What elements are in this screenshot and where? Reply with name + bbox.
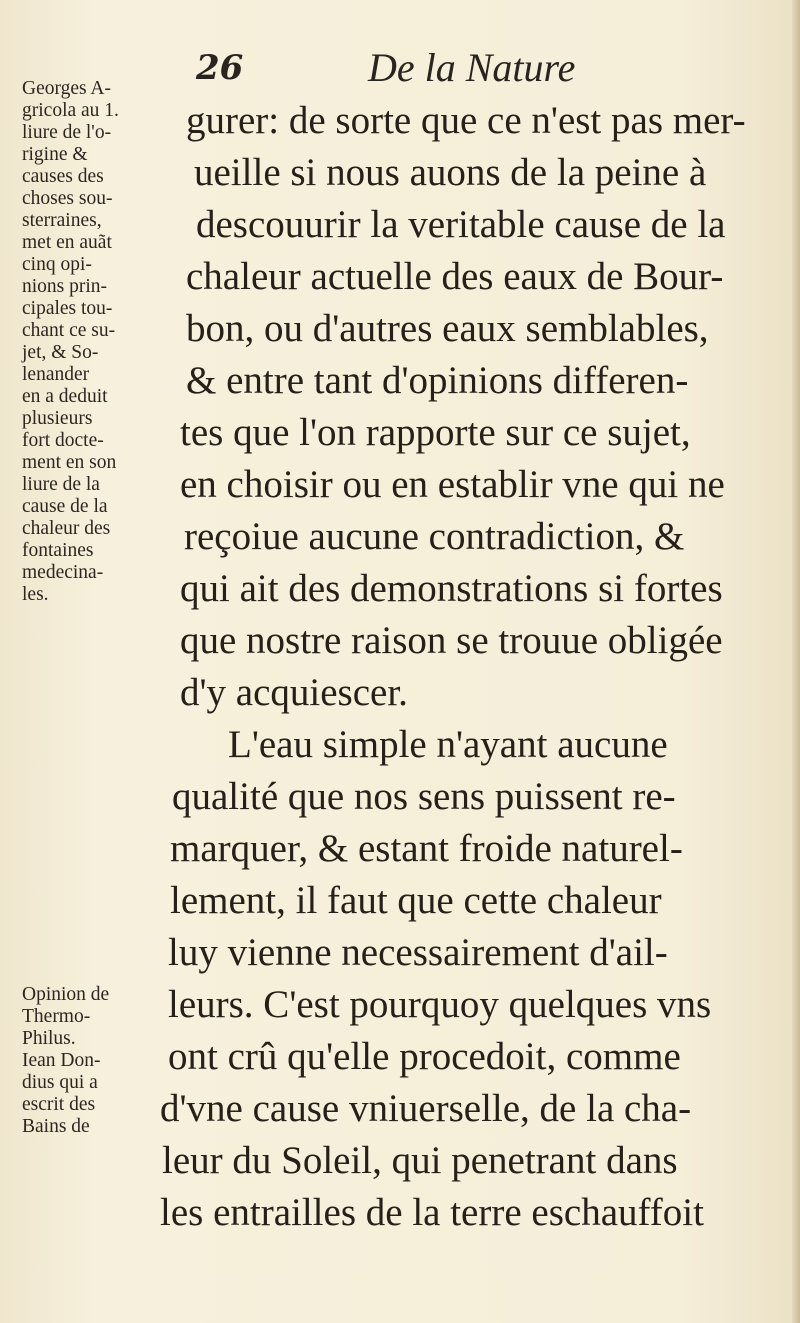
text-line: chaleur actuelle des eaux de Bour- [186,255,724,298]
margin-note-line: Philus. [22,1028,76,1049]
margin-note-line: en a deduit [22,386,108,407]
text-line: lement, il faut que cette chaleur [170,879,662,922]
margin-note-line: Thermo- [22,1006,91,1027]
margin-note-line: lenander [22,364,90,385]
text-line: gurer: de sorte que ce n'est pas mer- [186,99,746,142]
margin-note-line: cinq opi- [22,254,92,275]
text-line: que nostre raison se trouue obligée [180,619,723,662]
text-line: qui ait des demonstrations si fortes [180,567,723,610]
text-line: & entre tant d'opinions differen- [186,359,689,402]
margin-note-line: les. [22,584,49,605]
margin-note-line: nions prin- [22,276,108,297]
text-line: ont crû qu'elle procedoit, comme [168,1035,681,1078]
margin-note-line: causes des [22,166,104,187]
text-line: bon, ou d'autres eaux semblables, [186,307,709,350]
margin-note-line: liure de la [22,474,100,495]
text-line: leur du Soleil, qui penetrant dans [162,1139,678,1182]
text-line: tes que l'on rapporte sur ce sujet, [180,411,691,454]
text-line: d'vne cause vniuerselle, de la cha- [160,1087,692,1130]
text-line: luy vienne necessairement d'ail- [168,931,668,974]
page-number: 26 [196,48,244,88]
text-line: d'y acquiescer. [180,671,408,714]
text-line: en choisir ou en establir vne qui ne [180,463,725,506]
text-line: qualité que nos sens puissent re- [172,775,676,818]
margin-note-line: Georges A- [22,78,111,99]
margin-note-line: gricola au 1. [22,100,119,121]
margin-note-line: cipales tou- [22,298,113,319]
margin-note-line: met en auãt [22,232,112,253]
margin-note-line: chaleur des [22,518,111,539]
margin-note-line: chant ce su- [22,320,116,341]
margin-note-line: escrit des [22,1094,96,1115]
margin-note-line: liure de l'o- [22,122,112,143]
margin-note-line: fontaines [22,540,94,561]
margin-note-line: Iean Don- [22,1050,101,1071]
margin-note-line: choses sou- [22,188,113,209]
text-line: leurs. C'est pourquoy quelques vns [168,983,712,1026]
margin-note-line: medecina- [22,562,104,583]
margin-note-line: cause de la [22,496,108,517]
margin-note-line: Opinion de [22,984,110,1005]
margin-note-line: dius qui a [22,1072,98,1093]
text-line: descouurir la veritable cause de la [196,203,726,246]
margin-note-line: jet, & So- [22,342,99,363]
margin-note-line: sterraines, [22,210,102,231]
margin-note-line: Bains de [22,1116,90,1137]
text-line: ueille si nous auons de la peine à [194,151,707,194]
margin-note-line: ment en son [22,452,117,473]
margin-note-line: plusieurs [22,408,93,429]
text-line: marquer, & estant froide naturel- [170,827,683,870]
text-line: L'eau simple n'ayant aucune [228,723,668,766]
margin-note-thermophilus [22,984,172,1138]
margin-note-line: fort docte- [22,430,104,451]
margin-note-line: rigine & [22,144,88,165]
margin-note-agricola [22,78,172,606]
text-line: reçoiue aucune contradiction, & [184,515,685,558]
running-title: De la Nature [368,45,576,90]
text-line: les entrailles de la terre eschauffoit [160,1191,704,1234]
